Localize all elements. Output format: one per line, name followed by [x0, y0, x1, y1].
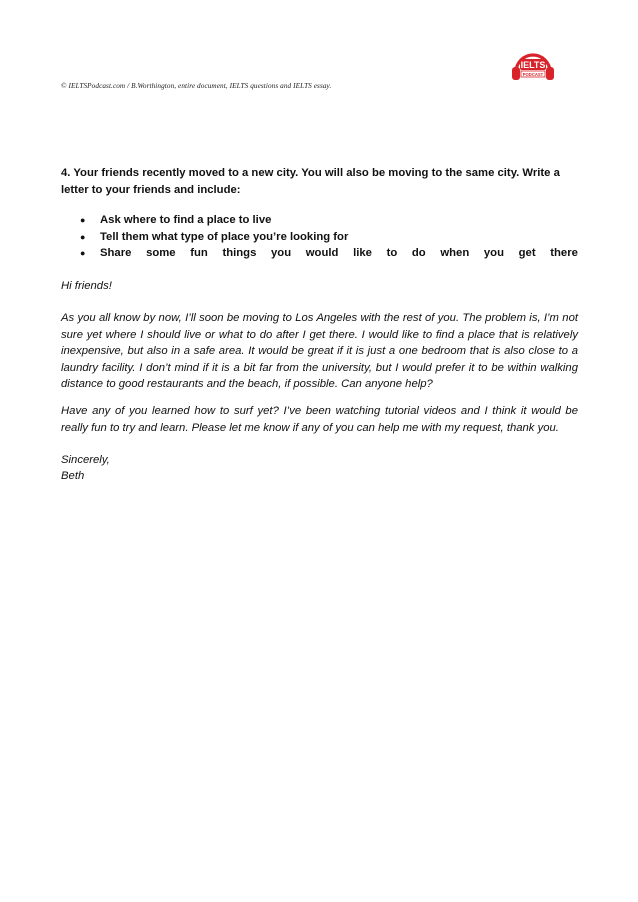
bullet-dot-icon: ● [80, 215, 86, 225]
bullet-word: would [305, 247, 339, 259]
bullet-text: Tell them what type of place you’re looking for [100, 230, 349, 243]
task-prompt: 4. Your friends recently moved to a new city. You will also be moving to the same city. Write a letter to your friends and include: [61, 167, 560, 196]
bullet-word: some [146, 247, 176, 259]
letter-closing: Sincerely, [61, 454, 110, 466]
bullet-item [61, 229, 578, 246]
bullet-word: things [222, 247, 257, 259]
bullet-word: get [518, 247, 536, 259]
bullet-word: do [411, 247, 426, 259]
bullet-dot-icon: ● [80, 248, 86, 258]
task-bullet-list [61, 212, 578, 262]
bullet-word: there [550, 247, 578, 259]
bullet-word: you [271, 247, 292, 259]
bullet-word: Share [100, 247, 132, 259]
logo-text: IELTS [520, 60, 546, 70]
bullet-item [61, 212, 578, 229]
bullet-word: when [440, 247, 470, 259]
bullet-text: Ask where to find a place to live [100, 214, 272, 226]
bullet-dot-icon: ● [80, 231, 86, 242]
bullet-word: like [353, 247, 372, 259]
bullet-word: you [483, 247, 504, 259]
letter-signature: Beth [61, 470, 85, 482]
letter-greeting: Hi friends! [61, 280, 112, 292]
copyright-note: © IELTSPodcast.com / B.Worthington, entire document, IELTS questions and IELTS essay. [61, 82, 332, 90]
letter-paragraph-1: As you all know by now, I’ll soon be moving to Los Angeles with the rest of you. The problem is, I’m not sure yet where I should live or what to do after I get there. I would like to find a place that is relatively inexpensive, but also in a safe area. It would be great if it is just a one bedroom that is also close to a laundry facility. I don’t mind if it is a bit far from the university, but I would prefer it to be within walking distance to good restaurants and the beach, if possible. Can anyone help? [61, 312, 578, 390]
bullet-word: to [386, 247, 398, 259]
logo-subtext: PODCAST [522, 72, 544, 77]
letter-paragraph-2: Have any of you learned how to surf yet? I’ve been watching tutorial videos and I think it would be really fun to try and learn. Please let me know if any of you can help me with my request, thank you. [61, 405, 578, 434]
bullet-text [100, 245, 578, 262]
bullet-word: fun [190, 247, 208, 259]
bullet-item [61, 245, 578, 262]
ielts-podcast-logo [508, 46, 558, 86]
